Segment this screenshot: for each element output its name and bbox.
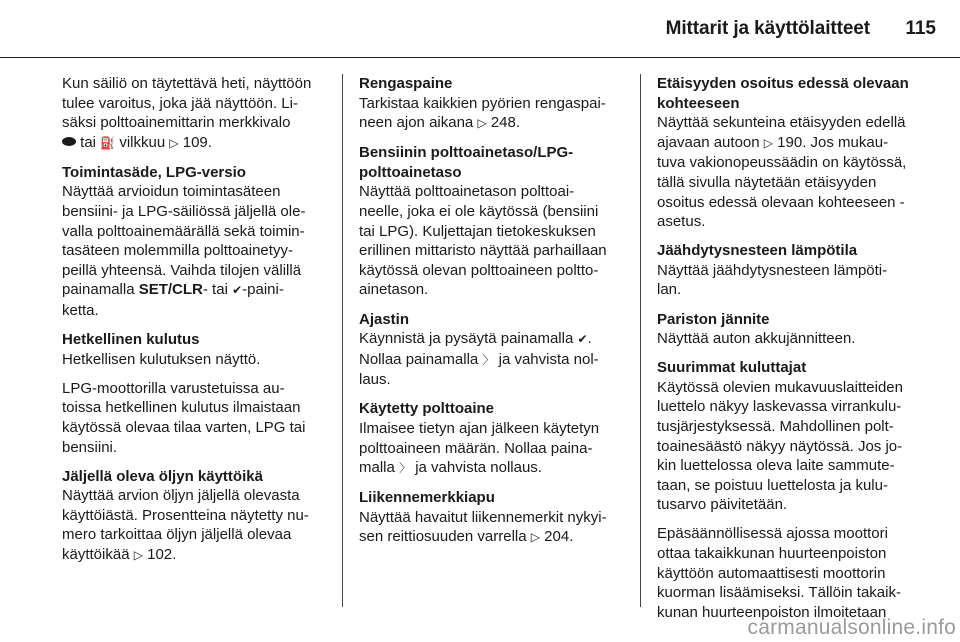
paragraph-rear-defrost: Epäsäännöllisessä ajossa moottori ottaa takaikkunan huurteenpoiston käyttöön automaattisesti moottorin kuorman lisäämiseksi. Tällöin takaik- kunan huurteenpoiston ilmoitetaan xyxy=(657,525,901,621)
page-title: Mittarit ja käyttölaitteet xyxy=(665,18,870,39)
paragraph-battery-voltage: Näyttää auton akkujännitteen. xyxy=(657,330,856,348)
heading-following-distance: Etäisyyden osoitus edessä olevaan kohteeseen xyxy=(657,75,909,112)
heading-oil-life: Jäljellä oleva öljyn käyttöikä xyxy=(62,467,263,485)
paragraph-lpg-consumption: LPG-moottorilla varustetuissa au- toissa hetkellinen kulutus ilmaistaan käytössä olevaa tilaa varten, LPG tai bensiini. xyxy=(62,379,306,456)
paragraph-fuel-warning: Kun säiliö on täytettävä heti, näyttöön tulee varoitus, joka jää näyttöön. Li- säksi polttoainemittarin merkkivalo tai ⛽ vilkkuu ▷ 109. xyxy=(62,75,312,151)
heading-battery-voltage: Pariston jännite xyxy=(657,310,770,328)
chevron-right-icon: 〉 xyxy=(482,352,495,367)
heading-tire-pressure: Rengaspaine xyxy=(359,75,453,92)
paragraph-tire-pressure: Tarkistaa kaikkien pyörien rengaspai- neen ajon aikana ▷ 248. xyxy=(359,94,606,132)
page-reference-link[interactable]: 204. xyxy=(544,528,574,546)
reference-arrow-icon: ▷ xyxy=(169,135,179,150)
reference-arrow-icon: ▷ xyxy=(133,548,143,563)
heading-fuel-used: Käytetty polttoaine xyxy=(359,400,495,418)
column-3 xyxy=(657,74,933,621)
reference-arrow-icon: ▷ xyxy=(763,135,773,150)
header-divider xyxy=(0,57,960,58)
paragraph-top-consumers: Käytössä olevien mukavuuslaitteiden luettelo näkyy laskevassa virrankulu- tusjärjestyksessä. Mahdollinen polt- toainesäästö näkyy näytössä. Jos jo- kin luettelossa oleva laite sammute- taan, se poistuu luettelosta ja kulu- tusarvo päivitetään. xyxy=(657,378,903,514)
page-header xyxy=(0,0,960,58)
heading-timer: Ajastin xyxy=(359,310,410,328)
column-divider-1 xyxy=(342,74,343,607)
set-clr-key-label: SET/CLR xyxy=(138,281,203,299)
paragraph-coolant-temperature: Näyttää jäähdytysnesteen lämpöti- lan. xyxy=(657,261,888,299)
heading-traffic-sign-assist: Liikennemerkkiapu xyxy=(359,489,495,507)
paragraph-timer: Käynnistä ja pysäytä painamalla ✔. Nollaa painamalla 〉 ja vahvista nol- laus. xyxy=(359,330,599,389)
page-reference-link[interactable]: 248. xyxy=(490,114,521,132)
checkmark-icon: ✔ xyxy=(577,332,588,347)
lpg-indicator-icon: ⛽ xyxy=(100,135,116,150)
reference-arrow-icon: ▷ xyxy=(477,116,487,131)
fuel-indicator-icon xyxy=(62,137,76,146)
heading-instant-consumption: Hetkellinen kulutus xyxy=(62,331,200,349)
page-reference-link[interactable]: 109. xyxy=(182,133,212,151)
heading-fuel-level: Bensiinin polttoainetaso/LPG- polttoainetaso xyxy=(359,144,574,181)
paragraph-fuel-level: Näyttää polttoainetason polttoai- neelle, joka ei ole käytössä (bensiini tai LPG). Kuljettajan tietokeskuksen erillinen mittaristo näyttää parhaillaan käytössä olevan polttoaineen poltto- ainetason. xyxy=(359,183,607,299)
chevron-right-icon: 〉 xyxy=(399,461,412,476)
paragraph-oil-life: Näyttää arvion öljyn jäljellä olevasta käyttöiästä. Prosentteina näytetty nu- mero tarkoittaa öljyn jäljellä olevaa käyttöikää ▷ 102. xyxy=(62,487,309,564)
column-2 xyxy=(359,74,631,614)
watermark: carmanualsonline.info xyxy=(747,616,956,639)
column-1 xyxy=(62,74,328,614)
heading-range-lpg: Toimintasäde, LPG-versio xyxy=(62,163,246,181)
heading-coolant-temperature: Jäähdytysnesteen lämpötila xyxy=(657,242,858,260)
paragraph-instant-consumption: Hetkellisen kulutuksen näyttö. xyxy=(62,350,261,368)
checkmark-icon: ✔ xyxy=(232,283,243,298)
paragraph-traffic-sign-assist: Näyttää havaitut liikennemerkit nykyi- sen reittiosuuden varrella ▷ 204. xyxy=(359,508,607,546)
heading-top-consumers: Suurimmat kuluttajat xyxy=(657,359,807,377)
page-reference-link[interactable]: 190. Jos mukau- xyxy=(777,133,889,151)
page-number: 115 xyxy=(905,18,936,39)
paragraph-range-lpg: Näyttää arvioidun toimintasäteen bensiini- ja LPG-säiliössä jäljellä ole- valla polttoainemäärällä sekä toimin- tasäteen molemmilla polttoainetyy- peillä yhteensä. Vaihda tilojen välillä painamalla SET/CLR- tai ✔-paini- ketta. xyxy=(62,183,306,320)
column-divider-2 xyxy=(640,74,641,607)
reference-arrow-icon: ▷ xyxy=(530,530,540,545)
paragraph-following-distance: Näyttää sekunteina etäisyyden edellä ajavaan autoon ▷ 190. Jos mukau- tuva vakionopeussäädin on käytössä, tällä sivulla näytetään etäisyyden osoitus edessä olevaan kohteeseen - asetus. xyxy=(657,114,907,231)
paragraph-fuel-used: Ilmaisee tietyn ajan jälkeen käytetyn polttoaineen määrän. Nollaa paina- malla 〉 ja vahvista nollaus. xyxy=(359,420,600,477)
page-reference-link[interactable]: 102. xyxy=(147,546,177,564)
